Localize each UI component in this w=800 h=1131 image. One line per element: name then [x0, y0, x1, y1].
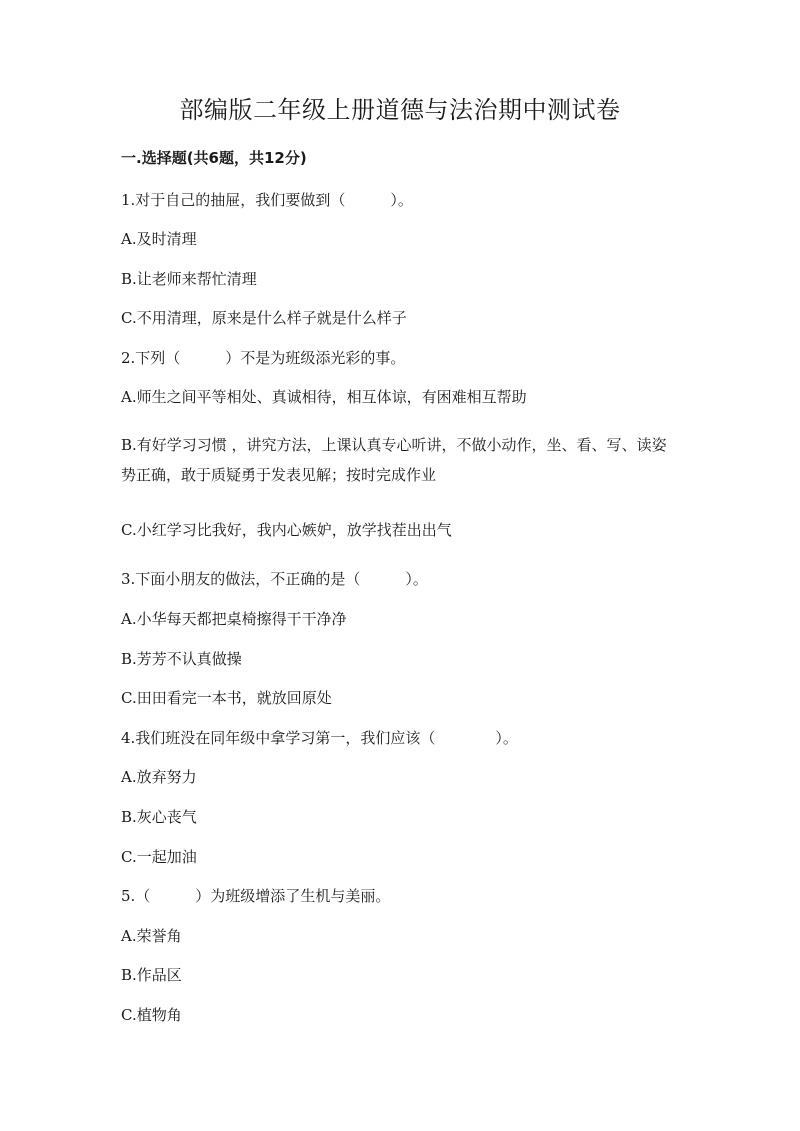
- question-1-option-c: C.不用清理，原来是什么样子就是什么样子: [121, 309, 407, 327]
- question-3-option-c: C.田田看完一本书，就放回原处: [121, 689, 332, 707]
- section-heading: 一.选择题(共6题，共12分): [121, 149, 307, 167]
- question-4-option-c: C.一起加油: [121, 848, 197, 866]
- question-1-option-b: B.让老师来帮忙清理: [121, 270, 257, 288]
- question-2-stem: 2.下列（ ）不是为班级添光彩的事。: [121, 349, 406, 367]
- question-5-option-c: C.植物角: [121, 1006, 182, 1024]
- question-5-option-a: A.荣誉角: [121, 927, 182, 945]
- question-2-option-a: A.师生之间平等相处、真诚相待，相互体谅，有困难相互帮助: [121, 388, 527, 406]
- question-4-option-a: A.放弃努力: [121, 768, 197, 786]
- question-3-option-a: A.小华每天都把桌椅擦得干干净净: [121, 610, 347, 628]
- question-1-option-a: A.及时清理: [121, 230, 197, 248]
- question-3-stem: 3.下面小朋友的做法，不正确的是（ ）。: [121, 570, 428, 588]
- question-2-option-c: C.小红学习比我好，我内心嫉妒，放学找茬出出气: [121, 521, 452, 539]
- question-5-option-b: B.作品区: [121, 966, 182, 984]
- question-2-option-b: B.有好学习习惯 ，讲究方法，上课认真专心听讲，不做小动作，坐、看、写、读姿势正确，敢于质疑勇于发表见解；按时完成作业: [121, 436, 667, 484]
- page-title: 部编版二年级上册道德与法治期中测试卷: [179, 96, 621, 124]
- question-4-option-b: B.灰心丧气: [121, 808, 197, 826]
- question-4-stem: 4.我们班没在同年级中拿学习第一，我们应该（ ）。: [121, 729, 518, 747]
- question-3-option-b: B.芳芳不认真做操: [121, 650, 242, 668]
- question-1-stem: 1.对于自己的抽屉，我们要做到（ ）。: [121, 191, 413, 209]
- question-5-stem: 5.（ ）为班级增添了生机与美丽。: [121, 887, 391, 905]
